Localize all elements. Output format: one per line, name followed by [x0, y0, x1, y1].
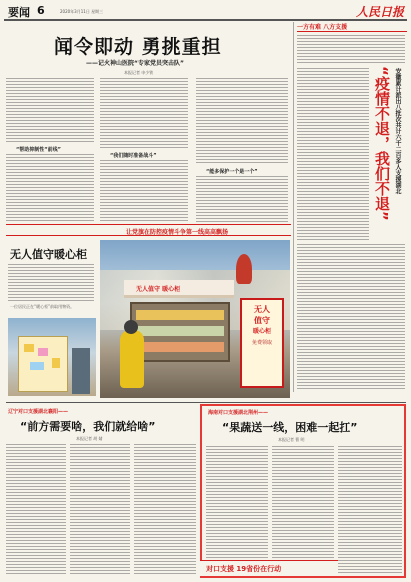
bottom-right-kicker: 海南对口支援湖北荆州—— — [208, 410, 269, 416]
bottom-right-text-1 — [206, 446, 268, 558]
right-text-block1 — [297, 68, 369, 240]
bottom-left-byline: 本报记者 胡 婧 — [76, 436, 103, 441]
lead-subhead-2: “我们随时准备战斗” — [110, 153, 157, 159]
newspaper-logo: 人民日报 — [356, 5, 405, 19]
bottom-left-text-3 — [134, 444, 196, 574]
bottom-left-text-2 — [70, 444, 130, 574]
page-header — [0, 0, 411, 20]
right-text-block2 — [297, 244, 405, 390]
lead-story — [6, 22, 291, 222]
lead-text-col2 — [100, 78, 188, 148]
lead-text-col3 — [196, 78, 288, 164]
small-photo — [8, 318, 96, 396]
bottom-right-headline: “果蔬送一线，困难一起扛” — [222, 421, 358, 434]
lead-subhead-1: “帮助抑制性“前线” — [16, 147, 61, 153]
board-line-1: 无人 — [254, 305, 270, 314]
bottom-left-text-1 — [6, 444, 66, 574]
right-head-rule — [297, 31, 407, 32]
footer-band-label: 对口支援 19省份在行动 — [206, 565, 282, 573]
main-photo — [100, 240, 290, 398]
bottom-left-headline: “前方需要啥，我们就给啥” — [20, 420, 156, 433]
photo-story-title: 无人值守暖心柜 — [10, 248, 87, 261]
vertical-kicker: 安徽累计派出八批次共计六千二百多人支援湖北 — [394, 68, 401, 194]
sign-board — [240, 298, 284, 388]
bottom-left-story — [6, 406, 198, 578]
lead-text-col3b — [196, 176, 288, 222]
column-divider — [293, 22, 294, 392]
lead-byline: 本报记者 申少铁 — [124, 70, 154, 75]
lead-subtitle: ——记火神山医院“专家党员突击队” — [86, 60, 184, 67]
board-line-2: 值守 — [254, 316, 270, 325]
vertical-headline: “疫情不退，我们不退” — [373, 66, 391, 221]
bird-figure — [236, 254, 252, 284]
right-column — [297, 22, 407, 392]
board-line-4: 免费领取 — [251, 340, 272, 346]
lead-text-col2b — [100, 160, 188, 222]
banner-text: 让党旗在防控疫情斗争第一线高高飘扬 — [126, 229, 229, 236]
footer-band — [200, 560, 338, 576]
bottom-rule — [6, 402, 406, 403]
bottom-right-text-2 — [272, 446, 334, 558]
bottom-left-kicker: 辽宁对口支援湖北襄阳—— — [8, 409, 69, 415]
resident-figure — [120, 330, 144, 388]
lead-text-col1b — [6, 154, 94, 222]
bottom-right-story — [200, 404, 406, 578]
lead-title: 闻令即动 勇挑重担 — [54, 36, 222, 58]
lead-text-col1 — [6, 78, 94, 142]
issue-date: 2020年3月11日 星期三 — [60, 9, 104, 14]
photo-story — [6, 240, 291, 400]
section-label: 要闻 — [8, 6, 30, 19]
bottom-right-text-3 — [338, 446, 402, 574]
photo-caption: 一位居民正在“暖心柜”前取用物资。 — [10, 304, 75, 309]
header-rule — [4, 19, 407, 21]
photo-story-text — [8, 264, 94, 302]
party-banner — [6, 224, 291, 236]
cabinet-sign: 无人值守 暖心柜 — [136, 286, 181, 293]
board-line-3: 暖心柜 — [252, 328, 271, 335]
right-text-top — [297, 35, 405, 65]
right-column-head: 一方有难 八方支援 — [297, 24, 348, 31]
bottom-right-byline: 本报记者 曹 明 — [278, 437, 305, 442]
lead-subhead-3: “能多保护一个是一个” — [206, 169, 258, 175]
page-number: 6 — [37, 4, 45, 17]
